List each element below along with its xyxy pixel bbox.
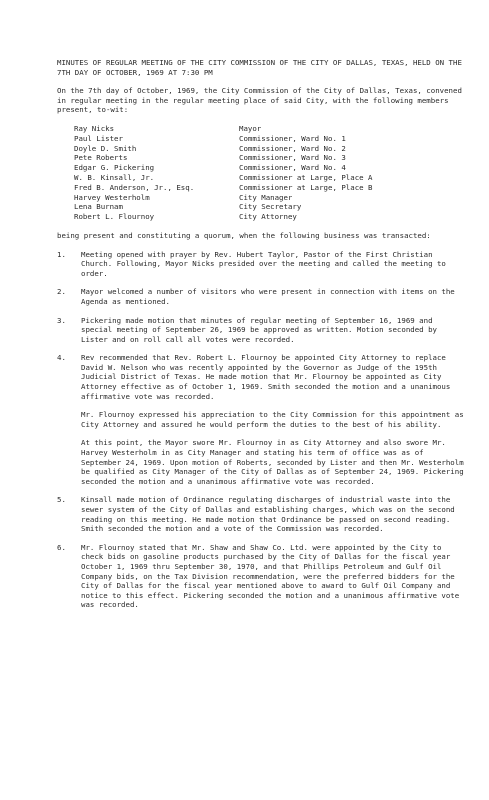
member-row (57, 202, 467, 212)
agenda-item-6 (57, 543, 467, 610)
agenda-item-3 (57, 316, 467, 345)
member-name: Robert L. Flournoy (74, 212, 155, 222)
item-body (81, 543, 467, 610)
item-number: 3. (57, 315, 66, 325)
members-list (57, 124, 467, 222)
member-title: Commissioner, Ward No. 3 (239, 153, 346, 163)
item-number: 6. (57, 542, 66, 552)
member-name: Paul Lister (74, 133, 123, 143)
agenda-item-2 (57, 287, 467, 306)
item-body (81, 495, 467, 533)
member-name: Doyle D. Smith (74, 143, 137, 153)
member-title: Mayor (239, 123, 262, 133)
item-paragraph: Mr. Flournoy stated that Mr. Shaw and Shaw Co. Ltd. were appointed by the City to check bids on gasoline products purchased by the City of Dallas for the fiscal year October 1, 1969 thru September 30, 1970, and that Phillips Petroleum and Gulf Oil Company bids, on the Tax Division recommendation, were the preferred bidders for the City of Dallas for the fiscal year mentioned above to award to Gulf Oil Company and notice to this effect. Pickering seconded the motion and a unanimous affirmative vote was recorded. (81, 542, 464, 610)
member-row (57, 183, 467, 193)
member-title: Commissioner at Large, Place B (239, 182, 373, 192)
member-name: Fred B. Anderson, Jr., Esq. (74, 182, 195, 192)
item-number: 5. (57, 495, 66, 505)
item-paragraph: Mr. Flournoy expressed his appreciation to the City Commission for this appointment as City Attorney and assured he would perform the duties to the best of his ability. (81, 410, 469, 429)
member-name: Harvey Westerholm (74, 192, 150, 202)
item-paragraph: Pickering made motion that minutes of regular meeting of September 16, 1969 and special meeting of September 26, 1969 be approved as written. Motion seconded by Lister and on roll call all votes were recorded. (81, 315, 442, 344)
member-name: W. B. Kinsall, Jr. (74, 172, 155, 182)
minutes-heading: MINUTES OF REGULAR MEETING OF THE CITY COMMISSION OF THE CITY OF DALLAS, TEXAS, HELD ON THE 7TH DAY OF OCTOBER, 1969 AT 7:30 PM (57, 58, 467, 77)
item-number: 4. (57, 353, 66, 363)
member-row (57, 173, 467, 183)
member-name: Pete Roberts (74, 153, 128, 163)
member-name: Lena Burnam (74, 202, 123, 212)
member-row (57, 153, 467, 163)
member-title: Commissioner, Ward No. 1 (239, 133, 346, 143)
item-paragraph: Mayor welcomed a number of visitors who were present in connection with items on the Agenda as mentioned. (81, 287, 460, 306)
member-title: City Attorney (239, 212, 297, 222)
intro-paragraph: On the 7th day of October, 1969, the City Commission of the City of Dallas, Texas, convened in regular meeting in the regular meeting place of said City, with the following members present, to-wit: (57, 86, 467, 115)
member-row (57, 212, 467, 222)
member-row (57, 193, 467, 203)
member-title: Commissioner at Large, Place A (239, 172, 373, 182)
item-body (81, 316, 467, 345)
item-paragraph: Kinsall made motion of Ordinance regulating discharges of industrial waste into the sewer system of the City of Dallas and establishing charges, which was on the second reading on this meeting. He made motion that Ordinance be passed on second reading. Smith seconded the motion and a vote of the Commission was recorded. (81, 495, 460, 534)
member-title: Commissioner, Ward No. 2 (239, 143, 346, 153)
member-row (57, 144, 467, 154)
item-number: 1. (57, 249, 66, 259)
member-title: Commissioner, Ward No. 4 (239, 163, 346, 173)
item-body (81, 250, 467, 279)
agenda-item-5 (57, 495, 467, 533)
item-number: 2. (57, 287, 66, 297)
item-body (81, 287, 467, 306)
item-paragraph: Meeting opened with prayer by Rev. Hubert Taylor, Pastor of the First Christian Church. Following, Mayor Nicks presided over the meeting and called the meeting to order. (81, 249, 451, 278)
member-row (57, 124, 467, 134)
agenda-item-1 (57, 250, 467, 279)
member-title: City Manager (239, 192, 293, 202)
item-body (81, 353, 467, 486)
agenda-item-4 (57, 353, 467, 486)
item-paragraph: At this point, the Mayor swore Mr. Flournoy in as City Attorney and also swore Mr. Harvey Westerholm in as City Manager and stating his term of office was as of September 24, 1969. Upon motion of Roberts, seconded by Lister and then Mr. Westerholm be qualified as City Manager of the City of Dallas as of September 24, 1969. Pickering seconded the motion and a unanimous affirmative vote was recorded. (81, 438, 469, 486)
quorum-paragraph: being present and constituting a quorum, when the following business was transacted: (57, 230, 431, 240)
item-paragraph: Rev recommended that Rev. Robert L. Flournoy be appointed City Attorney to replace David W. Nelson who was recently appointed by the Governor as Judge of the 195th Judicial District of Texas. He made motion that Mr. Flournoy be appointed as City Attorney effective as of October 1, 1969. Smith seconded the motion and a unanimous affirmative vote was recorded. (81, 353, 455, 401)
member-name: Edgar G. Pickering (74, 163, 155, 173)
member-name: Ray Nicks (74, 123, 115, 133)
member-title: City Secretary (239, 202, 302, 212)
member-row (57, 163, 467, 173)
member-row (57, 134, 467, 144)
